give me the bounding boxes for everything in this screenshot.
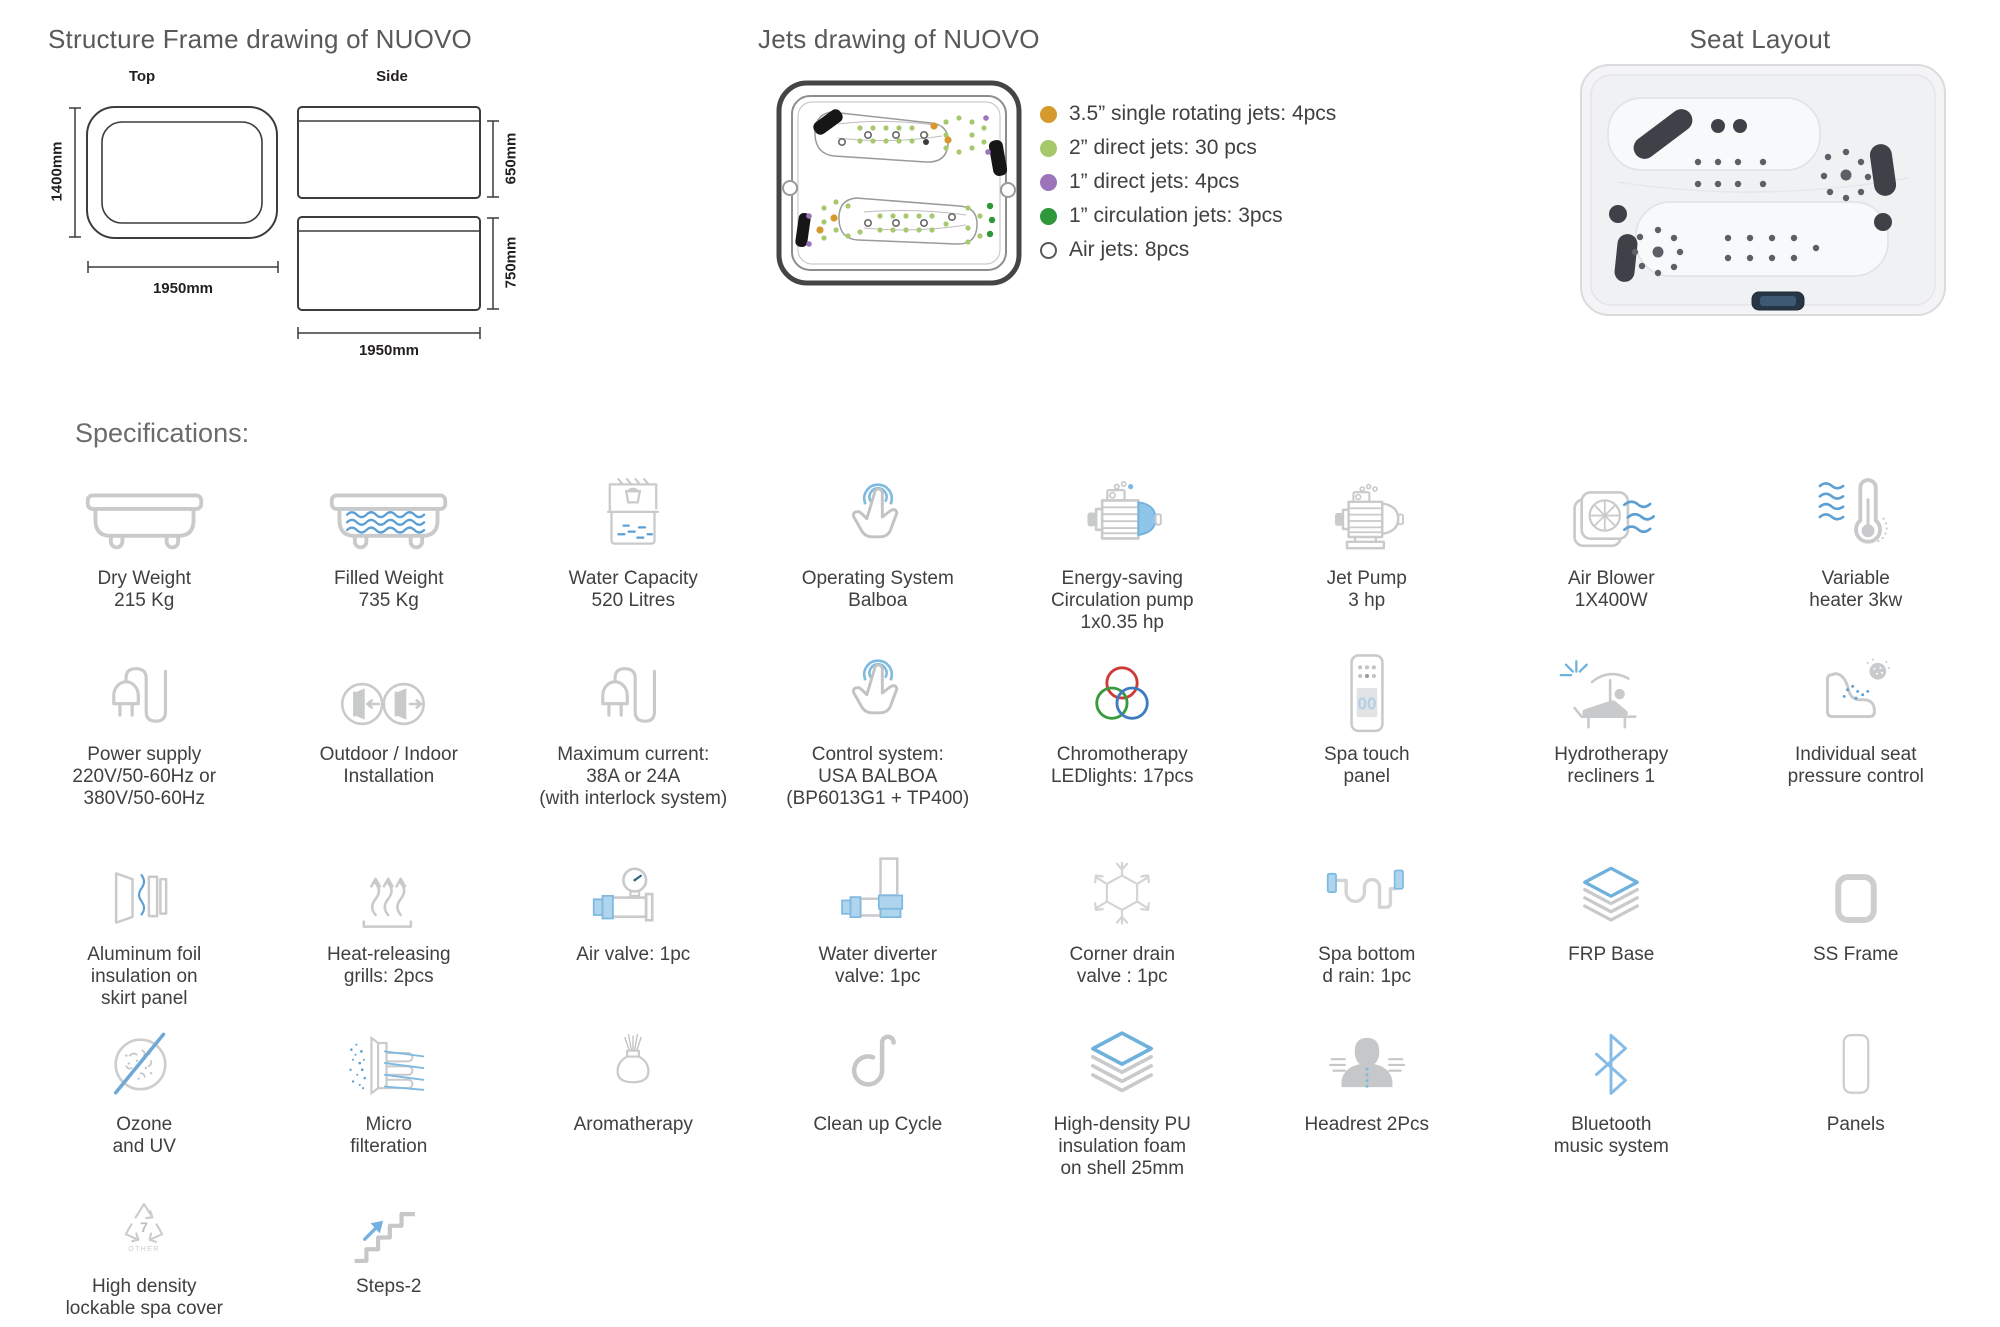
spec-item-label: SS Frame [1812,944,1899,965]
bluetooth-icon [1582,1020,1640,1106]
spec-item-label: Individual seat pressure control [1787,744,1924,787]
spec-item-label: Air valve: 1pc [576,944,691,965]
spec-item-label: Water Capacity 520 Litres [568,568,698,611]
seat-layout-title: Seat Layout [1689,24,1831,54]
spec-item-label: Spa touch panel [1323,744,1410,787]
spec-item-label: Clean up Cycle [813,1114,943,1135]
spec-row [22,1020,1978,1180]
dim-top-height: 1400mm [48,141,66,202]
dim-side-upper-height: 650mm [502,132,520,185]
spec-item-label: Control system: USA BALBOA (BP6013G1 + TP400) [786,744,970,809]
air-blower-icon [1561,474,1661,560]
spec-item-high-density-lockable-spa-cover [22,1182,267,1320]
jets-legend-item [1040,170,1336,194]
top-view-dim-lines [69,108,278,273]
water-diverter-icon [832,850,924,936]
seat-pressure-icon [1814,650,1898,736]
specifications-grid [22,474,1978,1320]
spec-item-label: Variable heater 3kw [1809,568,1903,611]
spec-item-spa-touch-panel [1245,650,1490,810]
spec-item-water-diverter-valve-1pc [756,850,1001,1010]
spec-item-filled-weight-735-kg [267,474,512,634]
spec-item-ss-frame [1734,850,1979,1010]
spec-item-outdoor-indoor-installation [267,650,512,810]
spec-item-label: Hydrotherapy recliners 1 [1554,744,1669,787]
spec-item-clean-up-cycle [756,1020,1001,1180]
jet-dot-air-icon [1040,242,1057,259]
spec-item-label: Spa bottom d rain: 1pc [1318,944,1416,987]
jet-pump-icon [1323,474,1411,560]
spec-item-dry-weight-215-kg [22,474,267,634]
spec-item-label: Headrest 2Pcs [1304,1114,1430,1135]
touch-icon [838,474,918,560]
heater-icon [1812,474,1900,560]
jet-dot-purple-icon [1040,174,1057,191]
jet-dot-green-icon [1040,208,1057,225]
spec-row [22,850,1978,1010]
spec-item-label: FRP Base [1568,944,1655,965]
jets-legend-item [1040,204,1336,228]
spec-row [22,474,1978,634]
circulation-pump-icon [1074,474,1170,560]
indoor-outdoor-icon [337,650,441,736]
micro-filtration-icon [343,1020,435,1106]
pu-foam-icon [1076,1020,1168,1106]
svg-text:OTHER: OTHER [128,1246,160,1253]
steps-icon [343,1182,435,1268]
spec-item-aromatherapy [511,1020,756,1180]
spec-item-operating-system-balboa [756,474,1001,634]
spec-item-label: Maximum current: 38A or 24A (with interlock system) [539,744,728,809]
jets-top-view-drawing [776,80,1022,286]
spec-item-label: Water diverter valve: 1pc [818,944,938,987]
svg-text:00: 00 [1357,693,1377,714]
touch-icon [838,650,918,736]
jets-legend-item [1040,238,1336,262]
spec-item-micro-filteration [267,1020,512,1180]
spec-item-label: Corner drain valve : 1pc [1069,944,1176,987]
spec-item-power-supply-220v-50-60hz-or-380v-50-60hz [22,650,267,810]
spec-item-energy-saving-circulation-pump-1x0-35-hp [1000,474,1245,634]
water-capacity-icon [602,474,664,560]
heat-grills-icon [347,850,431,936]
top-view-inner-outline [102,122,262,223]
spec-item-jet-pump-3-hp [1245,474,1490,634]
structure-frame-title: Structure Frame drawing of NUOVO [48,24,472,54]
specifications-title: Specifications: [75,418,250,448]
top-view-outer-outline [87,107,277,238]
power-plug-icon [98,650,190,736]
spec-item-bluetooth-music-system [1489,1020,1734,1180]
air-valve-icon [585,850,681,936]
spec-item-panels [1734,1020,1979,1180]
spec-item-frp-base [1489,850,1734,1010]
seat-layout-photo [1578,62,1948,318]
dim-top-width: 1950mm [152,280,214,297]
spec-item-label: Jet Pump 3 hp [1326,568,1407,611]
spec-item-label: Air Blower 1X400W [1567,568,1655,611]
dry-weight-icon [82,474,207,560]
jets-legend-label: 1” direct jets: 4pcs [1069,170,1240,193]
panels-icon [1820,1020,1892,1106]
jet-dot-orange-icon [1040,106,1057,123]
spec-item-water-capacity-520-litres [511,474,756,634]
power-plug-icon [587,650,679,736]
side-view-label: Side [376,68,408,85]
cleanup-cycle-icon [841,1020,915,1106]
spec-item-label: Micro filteration [350,1114,428,1157]
spec-item-high-density-pu-insulation-foam-on-shell-25mm [1000,1020,1245,1180]
spec-item-label: Panels [1826,1114,1885,1135]
jets-legend [1040,102,1336,262]
jets-legend-label: 3.5” single rotating jets: 4pcs [1069,102,1337,125]
top-view-label: Top [128,68,156,85]
spec-item-ozone-and-uv [22,1020,267,1180]
spec-item-air-blower-1x400w [1489,474,1734,634]
spec-item-headrest-2pcs [1245,1020,1490,1180]
spec-item-spa-bottom-d-rain-1pc [1245,850,1490,1010]
spec-item-label: Dry Weight 215 Kg [97,568,192,611]
spec-item-control-system-usa-balboa-bp6013g1-tp400 [756,650,1001,810]
spec-item-label: Aromatherapy [573,1114,693,1135]
spec-item-label: Chromotherapy LEDlights: 17pcs [1050,744,1194,787]
bottom-drain-icon [1321,850,1413,936]
spec-item-label: Bluetooth music system [1553,1114,1669,1157]
jets-drawing-title: Jets drawing of NUOVO [758,24,1040,54]
spec-item-label: Power supply 220V/50-60Hz or 380V/50-60Hz [72,744,217,809]
spec-item-label: High density lockable spa cover [65,1276,223,1319]
spec-item-maximum-current-38a-or-24a-with-interlock-system [511,650,756,810]
ozone-uv-icon [98,1020,190,1106]
touch-panel-icon [1334,650,1400,736]
spec-row [22,1182,1978,1320]
foil-insulation-icon [103,850,185,936]
spec-item-label: Steps-2 [356,1276,422,1297]
spa-control-panel [1752,292,1804,310]
spec-item-aluminum-foil-insulation-on-skirt-panel [22,850,267,1010]
spec-item-variable-heater-3kw [1734,474,1979,634]
spa-cover-icon [109,1182,179,1268]
corner-drain-icon [1080,850,1164,936]
dim-side-lower-height: 750mm [502,236,520,289]
spec-item-label: Aluminum foil insulation on skirt panel [87,944,202,1009]
spec-item-label: Outdoor / Indoor Installation [319,744,458,787]
jets-legend-label: 2” direct jets: 30 pcs [1069,136,1257,159]
aromatherapy-icon [600,1020,666,1106]
jets-legend-item [1040,102,1336,126]
filled-weight-icon [326,474,451,560]
spec-item-hydrotherapy-recliners-1 [1489,650,1734,810]
recliner-icon [1559,650,1663,736]
side-view-dim-lines [298,121,499,339]
spec-item-chromotherapy-ledlights-17pcs [1000,650,1245,810]
dim-side-width: 1950mm [358,342,420,359]
frp-base-icon [1570,850,1652,936]
spec-item-label: High-density PU insulation foam on shell 25mm [1053,1114,1191,1179]
jets-legend-item [1040,136,1336,160]
spec-item-corner-drain-valve-1pc [1000,850,1245,1010]
headrest-icon [1321,1020,1413,1106]
spec-item-label: Heat-releasing grills: 2pcs [326,944,451,987]
spec-item-air-valve-1pc [511,850,756,1010]
svg-text:7: 7 [140,1219,149,1236]
structure-frame-drawing [0,0,560,380]
spec-item-label: Energy-saving Circulation pump 1x0.35 hp [1050,568,1194,633]
spec-item-label: Filled Weight 735 Kg [334,568,444,611]
spec-item-steps-2 [267,1182,512,1320]
jets-legend-label: 1” circulation jets: 3pcs [1069,204,1283,227]
ss-frame-icon [1819,850,1893,936]
jets-legend-label: Air jets: 8pcs [1069,238,1190,261]
spec-item-label: Operating System Balboa [801,568,954,611]
spec-item-individual-seat-pressure-control [1734,650,1979,810]
spec-item-heat-releasing-grills-2pcs [267,850,512,1010]
chromotherapy-icon [1079,650,1165,736]
spec-item-label: Ozone and UV [112,1114,176,1157]
jet-dot-lightgreen-icon [1040,140,1057,157]
spec-row [22,650,1978,810]
